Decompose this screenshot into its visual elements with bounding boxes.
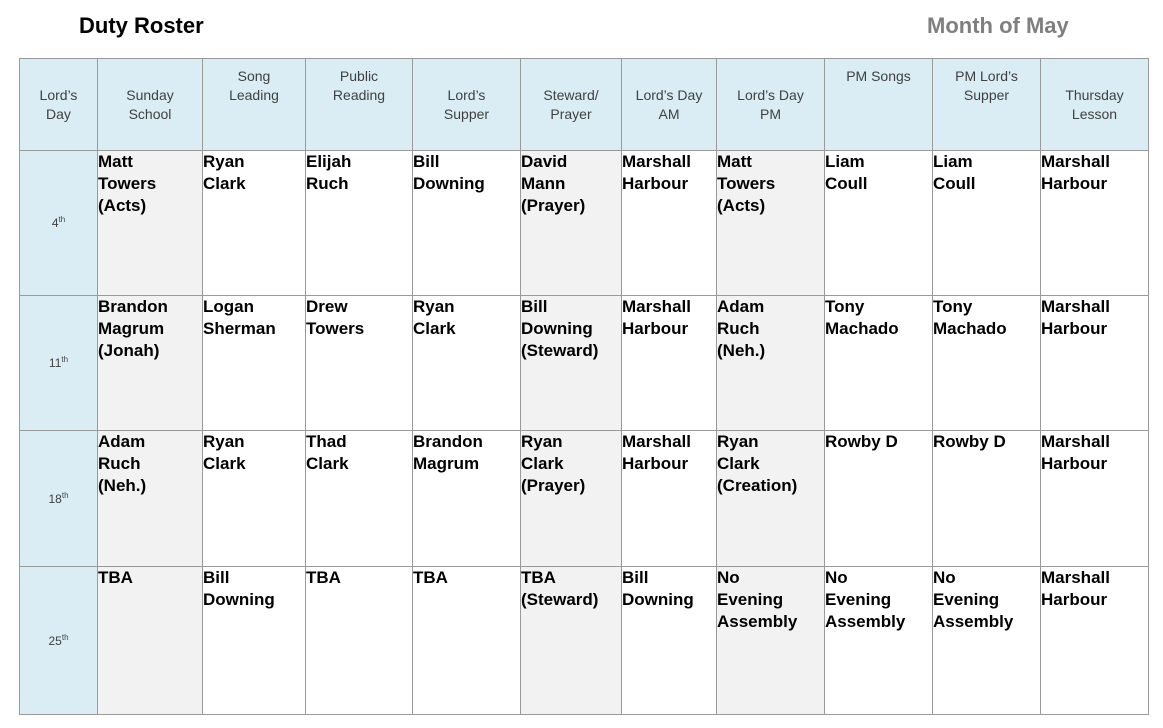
column-header-lords-day [20, 59, 98, 151]
assignment-cell-steward-prayer: Ryan Clark (Prayer) [521, 431, 622, 567]
assignment-cell-steward-prayer: David Mann (Prayer) [521, 151, 622, 296]
column-header-label: PM Lord’s Supper [955, 68, 1018, 103]
table-row [20, 296, 1149, 431]
date-suffix: th [58, 215, 66, 224]
column-header-song-leading [203, 59, 306, 151]
assignment-cell-lords-day-am: Bill Downing [622, 567, 717, 715]
assignment-cell-lords-day-pm: Adam Ruch (Neh.) [717, 296, 825, 431]
column-header-steward-prayer [521, 59, 622, 151]
assignment-cell-lords-supper: TBA [413, 567, 521, 715]
column-header-label: Lord’s Day [39, 86, 78, 122]
assignment-cell-lords-day-pm: Matt Towers (Acts) [717, 151, 825, 296]
roster-title: Duty Roster [79, 13, 204, 38]
column-header-label: Lord’s Day PM [737, 86, 804, 122]
assignment-cell-thursday-lesson: Marshall Harbour [1041, 151, 1149, 296]
column-header-lords-day-pm [717, 59, 825, 151]
assignment-cell-pm-lords-supper: Rowby D [933, 431, 1041, 567]
month-label: Month of May [927, 13, 1069, 38]
column-header-label: Lord’s Supper [443, 86, 490, 122]
column-header-thursday-lesson [1041, 59, 1149, 151]
date-day: 4 [51, 216, 59, 230]
column-header-label: Song Leading [229, 68, 279, 103]
column-header-label: Public Reading [332, 68, 386, 103]
assignment-cell-song-leading: Ryan Clark [203, 151, 306, 296]
assignment-cell-lords-supper: Bill Downing [413, 151, 521, 296]
date-suffix: th [61, 355, 69, 364]
column-header-lords-day-am [622, 59, 717, 151]
assignment-cell-pm-lords-supper: Liam Coull [933, 151, 1041, 296]
column-header-label: Steward/ Prayer [543, 86, 599, 122]
assignment-cell-public-reading: TBA [306, 567, 413, 715]
date-cell [20, 431, 98, 567]
column-header-label: Lord’s Day AM [635, 86, 703, 122]
assignment-cell-thursday-lesson: Marshall Harbour [1041, 296, 1149, 431]
assignment-cell-pm-songs: Rowby D [825, 431, 933, 567]
date-suffix: th [61, 632, 69, 642]
column-header-pm-lords-supper [933, 59, 1041, 151]
date-day: 25 [48, 633, 62, 648]
assignment-cell-pm-songs: No Evening Assembly [825, 567, 933, 715]
assignment-cell-sunday-school: Brandon Magrum (Jonah) [98, 296, 203, 431]
assignment-cell-pm-songs: Tony Machado [825, 296, 933, 431]
assignment-cell-lords-day-am: Marshall Harbour [622, 296, 717, 431]
column-header-sunday-school [98, 59, 203, 151]
assignment-cell-sunday-school: Matt Towers (Acts) [98, 151, 203, 296]
assignment-cell-lords-day-am: Marshall Harbour [622, 151, 717, 296]
assignment-cell-lords-supper: Brandon Magrum [413, 431, 521, 567]
assignment-cell-lords-day-am: Marshall Harbour [622, 431, 717, 567]
assignment-cell-steward-prayer: TBA (Steward) [521, 567, 622, 715]
assignment-cell-thursday-lesson: Marshall Harbour [1041, 567, 1149, 715]
column-header-label: Sunday School [126, 86, 174, 122]
header-row [20, 59, 1149, 151]
assignment-cell-pm-songs: Liam Coull [825, 151, 933, 296]
table-row [20, 567, 1149, 715]
date-day: 11 [48, 356, 62, 370]
assignment-cell-song-leading: Ryan Clark [203, 431, 306, 567]
assignment-cell-song-leading: Bill Downing [203, 567, 306, 715]
assignment-cell-pm-lords-supper: Tony Machado [933, 296, 1041, 431]
column-header-label: Thursday Lesson [1065, 86, 1124, 122]
assignment-cell-public-reading: Drew Towers [306, 296, 413, 431]
column-header-label: PM Songs [846, 68, 911, 84]
assignment-cell-pm-lords-supper: No Evening Assembly [933, 567, 1041, 715]
date-cell [20, 296, 98, 431]
assignment-cell-thursday-lesson: Marshall Harbour [1041, 431, 1149, 567]
assignment-cell-sunday-school: TBA [98, 567, 203, 715]
date-cell [20, 151, 98, 296]
assignment-cell-lords-day-pm: No Evening Assembly [717, 567, 825, 715]
assignment-cell-lords-day-pm: Ryan Clark (Creation) [717, 431, 825, 567]
date-cell [20, 567, 98, 715]
column-header-lords-supper [413, 59, 521, 151]
table-row [20, 431, 1149, 567]
column-header-pm-songs [825, 59, 933, 151]
column-header-public-reading [306, 59, 413, 151]
assignment-cell-public-reading: Elijah Ruch [306, 151, 413, 296]
assignment-cell-lords-supper: Ryan Clark [413, 296, 521, 431]
duty-roster-table [19, 58, 1149, 715]
assignment-cell-song-leading: Logan Sherman [203, 296, 306, 431]
date-suffix: th [61, 490, 69, 500]
table-row [20, 151, 1149, 296]
date-day: 18 [48, 491, 62, 506]
assignment-cell-public-reading: Thad Clark [306, 431, 413, 567]
assignment-cell-steward-prayer: Bill Downing (Steward) [521, 296, 622, 431]
assignment-cell-sunday-school: Adam Ruch (Neh.) [98, 431, 203, 567]
